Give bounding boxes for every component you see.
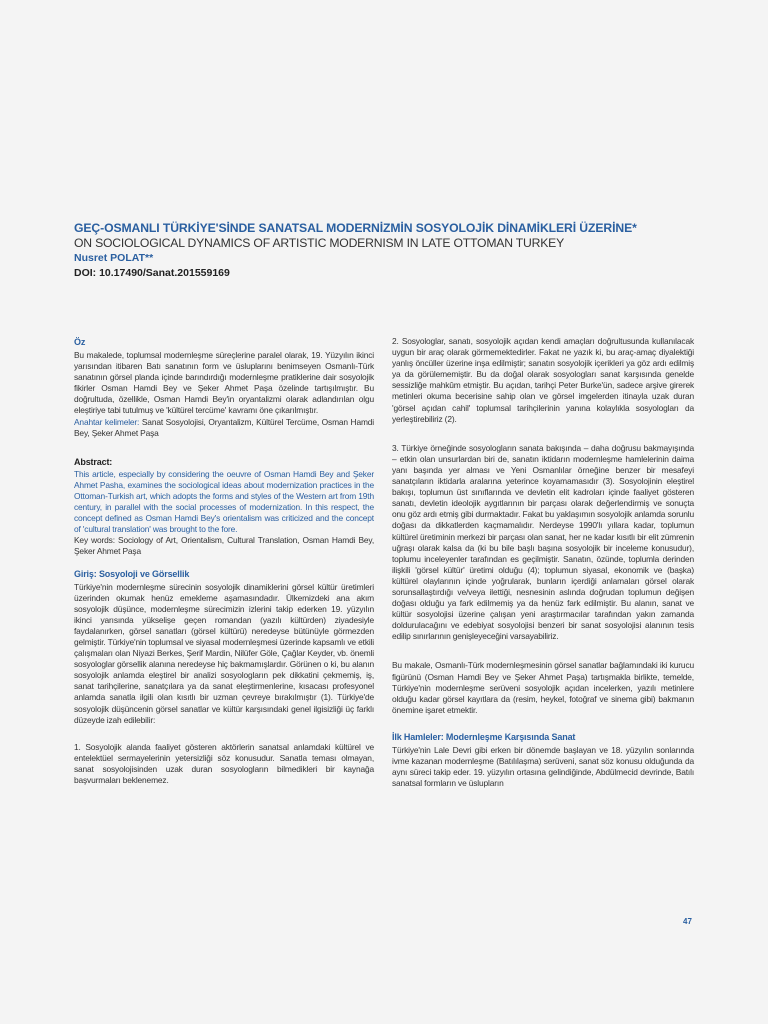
abstract-heading: Abstract: <box>74 456 113 467</box>
oz-keywords-text: Sanat Sosyolojisi, Oryantalizm, Kültürel Tercüme, Osman Hamdi Bey, Şeker Ahmet Paşa <box>74 416 375 438</box>
page-number: 47 <box>683 917 692 926</box>
abstract-text: This article, especially by considering the oeuvre of Osman Hamdi Bey and Şeker Ahmet Pasha, examines the sociological ideas about modernization practices in the Ottoman-Turkish art, which adopts the forms and styles of the Western art from 19th century, in parallel with the social processes of modernization. In this respect, the concept defined as Osman Hamdi Bey's orientalism was criticized and the concept of 'cultural translation' was brought to the fore. <box>74 468 374 535</box>
article-title-turkish: GEÇ-OSMANLI TÜRKİYE'SİNDE SANATSAL MODERNİZMİN SOSYOLOJİK DİNAMİKLERİ ÜZERİNE* <box>74 221 637 235</box>
oz-keywords-label: Anahtar kelimeler: <box>74 416 140 427</box>
point-2-text: 2. Sosyologlar, sanatı, sosyolojik açıdan kendi amaçları doğrultusunda kullanılacak uygun bir araç olarak görmemektedirler. Fakat ne yazık ki, bu araç-amaç diyalektiği yanlış öncüller üzerine inşa edilmiştir; sanatın sosyolojik içerikleri ya göz ardı edilmiş ya da görülememiştir. Bu da doğal olarak sosyologları sanat karşısında genelde sessizliğe mahkûm etmiştir. Bu açıdan, tarihçi Peter Burke'ün, sadece arşive girerek metinleri okuma becerisine sahip olan ve görsel imgelerden itinayla uzak duran 'görsel açıdan cahil' toplumsal tarihçilerinin yanına kolaylıkla sosyologları da yerleştirebiliriz (2). <box>392 336 694 424</box>
right-column <box>392 336 694 800</box>
article-title-english: ON SOCIOLOGICAL DYNAMICS OF ARTISTIC MODERNISM IN LATE OTTOMAN TURKEY <box>74 236 565 250</box>
oz-keywords <box>74 417 374 439</box>
article-header <box>74 220 704 281</box>
ilk-hamleler-heading: İlk Hamleler: Modernleşme Karşısında Sanat <box>392 731 576 742</box>
intro-text: Türkiye'nin modernleşme sürecinin sosyolojik dinamiklerini görsel kültür üretimleri üzerinden okumak henüz emekleme aşamasındadır. Ülkemizdeki ana akım sosyolojik düşünce, modernleşme sürecimizin izlerini takip ederken 19. yüzyılın ikinci yarısında yükselişe geçen romandan (yazılı kültürden) ziyadesiyle faydalanırken, görsel sanatları (görsel kültürü) neredeyse bütünüyle görmezden gelmiştir. Türkiye'nin toplumsal ve siyasal modernleşmesi üzerinde kapsamlı ve etkili çalışmaları olan Niyazi Berkes, Şerif Mardin, Nilüfer Göle, Çağlar Keyder, vb. önemli sosyologlar görsellik alanına neredeyse hiç bakmamışlardır. Görünen o ki, bu alanın sosyolojik anlamda eleştirel bir analizi sosyologların pek dikkatini çekmemiş, iş, sanat tarihçilerine, sanatçılara ya da sanat eleştirmenlerine, kısacası profesyonel anlamda sanatla ilgili olan kısıtlı bir uzman çevreye bırakılmıştır (1). Türkiye'de sosyolojik düşüncenin görsel sanatlar ve kültür karşısındaki genel ilgisizliği üç farklı düzeyde izah edilebilir: <box>74 581 374 725</box>
doi-line: DOI: 10.17490/Sanat.201559169 <box>74 267 230 279</box>
makale-paragraph: Bu makale, Osmanlı-Türk modernleşmesinin görsel sanatlar bağlamındaki iki kurucu figürünü (Osman Hamdi Bey ve Şeker Ahmet Paşa) tartışmakla birlikte, temelde, Türkiye'nin modernleşme serüveni sosyolojik açıdan incelerken, yazılı metinlere olduğu kadar görsel kayıtlara da (resim, heykel, fotoğraf ve sinema gibi) bakmanın önemine işaret etmektir. <box>392 660 694 715</box>
abstract-keywords: Key words: Sociology of Art, Orientalism, Cultural Translation, Osman Hamdi Bey, Şeker Ahmet Paşa <box>74 535 374 557</box>
intro-heading: Giriş: Sosyoloji ve Görsellik <box>74 568 190 579</box>
left-column <box>74 336 374 797</box>
oz-text: Bu makalede, toplumsal modernleşme süreçlerine paralel olarak, 19. Yüzyılın ikinci yarısından itibaren Batı sanatının form ve üsluplarını benimseyen Osmanlı-Türk sanatının görsel planda içinde barındırdığı modernleşme pratiklerine dair sosyolojik fikirler Osman Hamdi Bey ve Şeker Ahmet Paşa özelinde tartışılmıştır. Bu doğrultuda, özellikle, Osman Hamdi Bey'in oryantalizmi olarak adlandırılan olgu eleştiriye tabi tutulmuş ve 'kültürel tercüme' kavramı öne çıkarılmıştır. <box>74 350 374 416</box>
oz-heading: Öz <box>74 337 86 347</box>
point-3-text: 3. Türkiye örneğinde sosyologların sanata bakışında – daha doğrusu bakmayışında – etkin olan unsurlardan biri de, sanatın iktidarın modernleşme hamlelerinin daima yanı başında yer alması ve Yeni Osmanlılar örneğine benzer bir mesafeyi sanatçıların iktidarla aralarına yeterince koyamamasıdır (3). Sosyolojinin eleştirel bakışı, toplumun üst sınıflarında ve devletin elit kadroları içinde faaliyet gösteren sanatı, devletin ideolojik aygıtlarının bir parçası olarak değerlendirmiş ve sonuçta onu göz ardı etmiş gibi durmaktadır. Fakat bu yaklaşımın sosyolojik anlamda sorunlu doğası da dikkatlerden kaçmamalıdır. Nerdeyse 1990'lı yıllara kadar, toplumun kültürel üretiminin merkezi bir parçası olan sanat, her ne kadar kısıtlı bir elit zümrenin uğraşı olarak kalsa da (ki bu bile başlı başına sosyolojik bir inceleme konusudur), toplumu inceleyenler tarafından es geçilmiştir. Sanatın, özünde, toplumla derinden ilişkili 'görsel kültür' üretimi olduğu (4); toplumun siyasal, ekonomik ve (başka) kültürel olaylarının içinde yoğrularak, bunların içerdiği anlamaları görsel olarak sorunsallaştırdığı ve/veya ilettiği, nesnesinin aslında doğrudan toplumun değişen doğası olduğu ya fark edilmemiş ya da henüz fark edilmiştir. Bu alanın, sanat ve kültür sosyolojisi üzerine çalışan yeni araştırmacılar tarafından yakın zamanda doldurulacağını ve edebiyat sosyolojisi benzeri bir sanat sosyolojisi alanının tesis edilip sınırlarının genişleyeceğini varsayabiliriz. <box>392 442 694 642</box>
author-name: Nusret POLAT** <box>74 252 154 264</box>
ilk-hamleler-text: Türkiye'nin Lale Devri gibi erken bir dönemde başlayan ve 18. yüzyılın sonlarında ivme kazanan modernleşme (Batılılaşma) serüveni, sanat söz konusu olduğunda da aynı süreci takip eder. 19. yüzyılın ortasına gelindiğinde, Abdülmecid devrinde, Batılı sanatsal formların ve üslupların <box>392 744 694 789</box>
point-1-text: 1. Sosyolojik alanda faaliyet gösteren aktörlerin sanatsal anlamdaki kültürel ve entelektüel sermayelerinin yetersizliği söz konusudur. Sanatla teması olmayan, sanat sosyolojisinden uzak duran sosyologların bilmedikleri bir kaynağa başvurmaları beklenemez. <box>74 741 374 785</box>
